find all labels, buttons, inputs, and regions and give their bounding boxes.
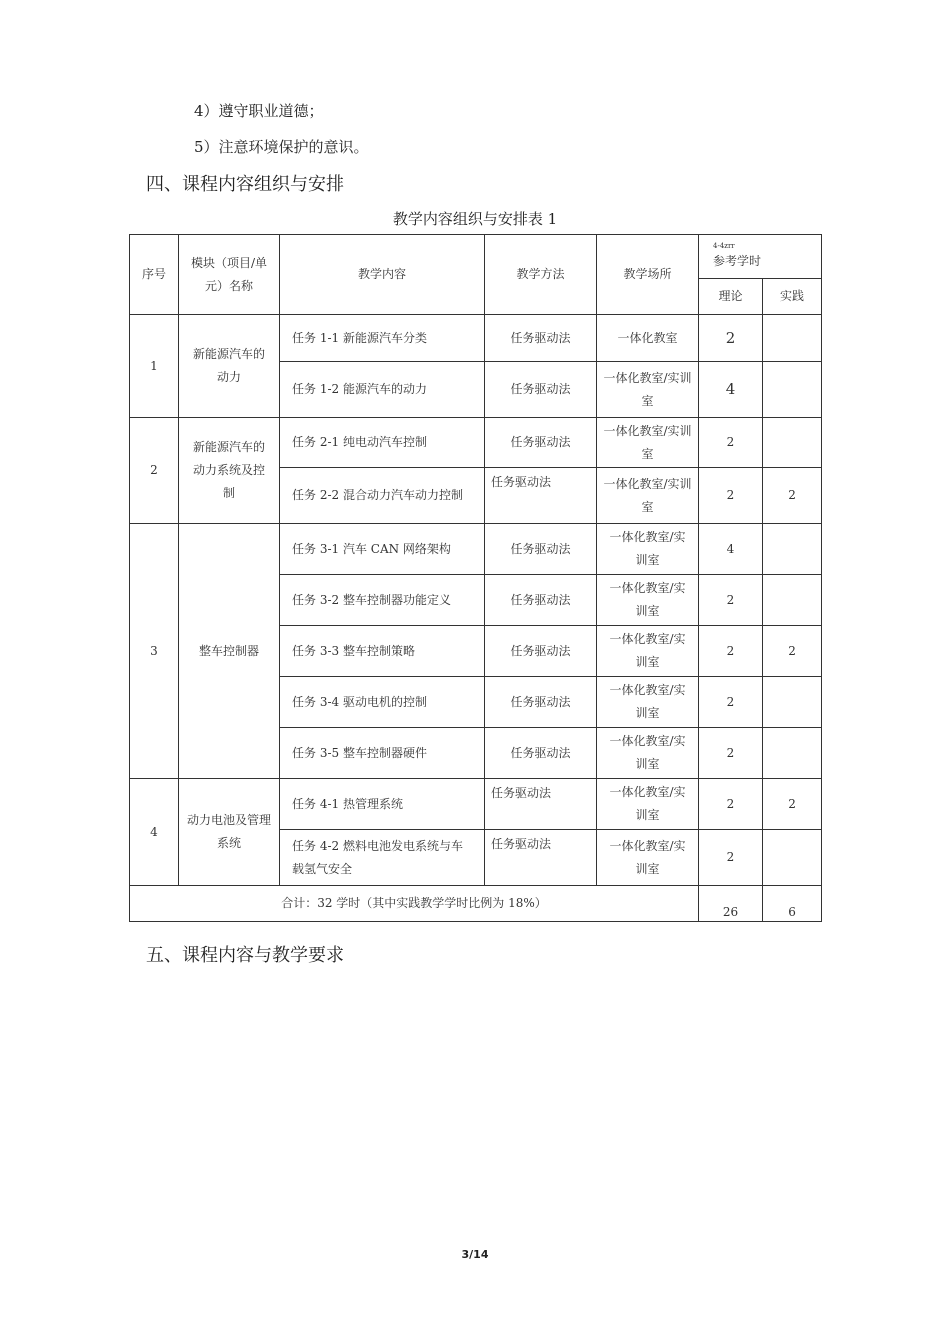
- table-caption: 教学内容组织与安排表 1: [392, 210, 558, 228]
- task-content: 任务 3-2 整车控制器功能定义: [280, 575, 485, 626]
- module-seq: 3: [130, 524, 179, 779]
- task-theory: 2: [699, 779, 763, 830]
- task-theory: 4: [699, 362, 763, 418]
- list-item-4: 4）遵守职业道德；: [194, 102, 324, 120]
- module-seq: 1: [130, 315, 179, 418]
- header-note: 4-4zrr: [713, 242, 735, 250]
- task-practice: [763, 677, 822, 728]
- task-method: 任务驱动法: [485, 524, 597, 575]
- header-theory: 理论: [699, 279, 763, 315]
- task-practice: [763, 575, 822, 626]
- task-content: 任务 4-1 热管理系统: [280, 779, 485, 830]
- task-practice: 2: [763, 468, 822, 524]
- module-name: 新能源汽车的动力: [179, 315, 280, 418]
- total-theory: 26: [699, 886, 763, 922]
- header-module: 模块（项目/单元）名称: [179, 235, 280, 315]
- task-practice: [763, 728, 822, 779]
- task-theory: 2: [699, 418, 763, 468]
- table-row: [130, 418, 822, 468]
- task-place: 一体化教室/实训室: [597, 779, 699, 830]
- task-content: 任务 3-4 驱动电机的控制: [280, 677, 485, 728]
- task-method: 任务驱动法: [485, 315, 597, 362]
- task-theory: 2: [699, 728, 763, 779]
- task-place: 一体化教室/实训室: [597, 524, 699, 575]
- module-name: 整车控制器: [179, 524, 280, 779]
- task-method: 任务驱动法: [485, 779, 597, 830]
- task-practice: 2: [763, 779, 822, 830]
- task-content: 任务 3-5 整车控制器硬件: [280, 728, 485, 779]
- header-content: 教学内容: [280, 235, 485, 315]
- total-row: [130, 886, 822, 922]
- task-content: 任务 2-2 混合动力汽车动力控制: [280, 468, 485, 524]
- task-place: 一体化教室/实训室: [597, 468, 699, 524]
- task-content: 任务 3-3 整车控制策略: [280, 626, 485, 677]
- task-place: 一体化教室/实训室: [597, 677, 699, 728]
- task-place: 一体化教室/实训室: [597, 575, 699, 626]
- task-method: 任务驱动法: [485, 468, 597, 524]
- task-practice: [763, 315, 822, 362]
- task-practice: 2: [763, 626, 822, 677]
- schedule-table: [129, 234, 822, 922]
- page-number: 3/14: [461, 1248, 489, 1261]
- task-place: 一体化教室/实训室: [597, 728, 699, 779]
- task-theory: 4: [699, 524, 763, 575]
- header-hours-cell: [699, 235, 822, 279]
- task-theory: 2: [699, 575, 763, 626]
- task-theory: 2: [699, 677, 763, 728]
- task-theory: 2: [699, 315, 763, 362]
- task-method: 任务驱动法: [485, 728, 597, 779]
- task-theory: 2: [699, 468, 763, 524]
- table-row: [130, 779, 822, 830]
- header-seq: 序号: [130, 235, 179, 315]
- module-seq: 2: [130, 418, 179, 524]
- header-hours: 参考学时: [713, 254, 762, 268]
- task-place: 一体化教室/实训室: [597, 830, 699, 886]
- task-content: 任务 4-2 燃料电池发电系统与车载氢气安全: [280, 830, 485, 886]
- section-heading-5: 五、课程内容与教学要求: [146, 945, 344, 966]
- table-row: [130, 524, 822, 575]
- module-name: 动力电池及管理系统: [179, 779, 280, 886]
- header-place: 教学场所: [597, 235, 699, 315]
- task-practice: [763, 362, 822, 418]
- section-heading-4: 四、课程内容组织与安排: [146, 174, 344, 195]
- task-practice: [763, 524, 822, 575]
- task-theory: 2: [699, 830, 763, 886]
- task-method: 任务驱动法: [485, 418, 597, 468]
- header-practice: 实践: [763, 279, 822, 315]
- header-method: 教学方法: [485, 235, 597, 315]
- total-practice: 6: [763, 886, 822, 922]
- task-place: 一体化教室/实训室: [597, 362, 699, 418]
- task-method: 任务驱动法: [485, 575, 597, 626]
- task-theory: 2: [699, 626, 763, 677]
- task-practice: [763, 830, 822, 886]
- task-content: 任务 3-1 汽车 CAN 网络架构: [280, 524, 485, 575]
- task-method: 任务驱动法: [485, 677, 597, 728]
- task-content: 任务 1-1 新能源汽车分类: [280, 315, 485, 362]
- task-content: 任务 2-1 纯电动汽车控制: [280, 418, 485, 468]
- module-seq: 4: [130, 779, 179, 886]
- task-method: 任务驱动法: [485, 362, 597, 418]
- task-content: 任务 1-2 能源汽车的动力: [280, 362, 485, 418]
- module-name: 新能源汽车的动力系统及控制: [179, 418, 280, 524]
- task-method: 任务驱动法: [485, 626, 597, 677]
- task-practice: [763, 418, 822, 468]
- task-method: 任务驱动法: [485, 830, 597, 886]
- task-place: 一体化教室/实训室: [597, 626, 699, 677]
- task-place: 一体化教室: [597, 315, 699, 362]
- total-label: 合计：32 学时（其中实践教学学时比例为 18%）: [130, 886, 699, 922]
- task-place: 一体化教室/实训室: [597, 418, 699, 468]
- table-row: [130, 315, 822, 362]
- list-item-5: 5）注意环境保护的意识。: [194, 138, 369, 156]
